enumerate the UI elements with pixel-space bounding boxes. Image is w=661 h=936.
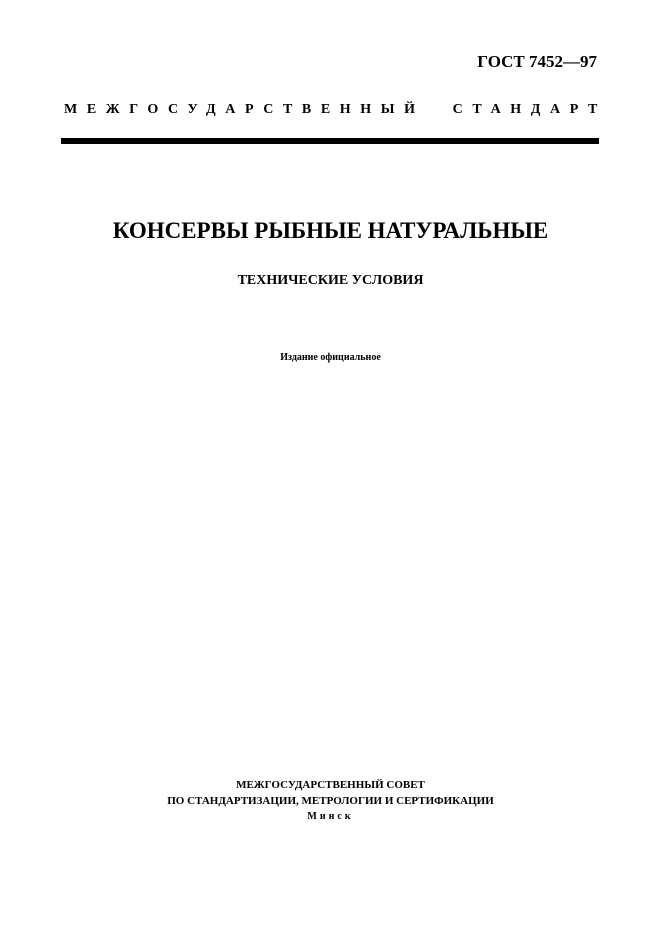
document-title: КОНСЕРВЫ РЫБНЫЕ НАТУРАЛЬНЫЕ: [112, 218, 549, 243]
edition-note: Издание официальное: [280, 352, 381, 363]
standard-type-word2: СТАНДАРТ: [452, 102, 607, 117]
publisher-line-2: ПО СТАНДАРТИЗАЦИИ, МЕТРОЛОГИИ И СЕРТИФИКАЦИИ: [167, 795, 494, 807]
publisher-city: Минск: [307, 811, 354, 822]
document-subtitle: ТЕХНИЧЕСКИЕ УСЛОВИЯ: [237, 273, 424, 288]
publisher-line-1: МЕЖГОСУДАРСТВЕННЫЙ СОВЕТ: [236, 779, 425, 791]
standard-type-word1: МЕЖГОСУДАРСТВЕННЫЙ: [64, 102, 425, 117]
header-rule: [61, 138, 599, 144]
standard-designation: ГОСТ 7452—97: [477, 52, 597, 71]
